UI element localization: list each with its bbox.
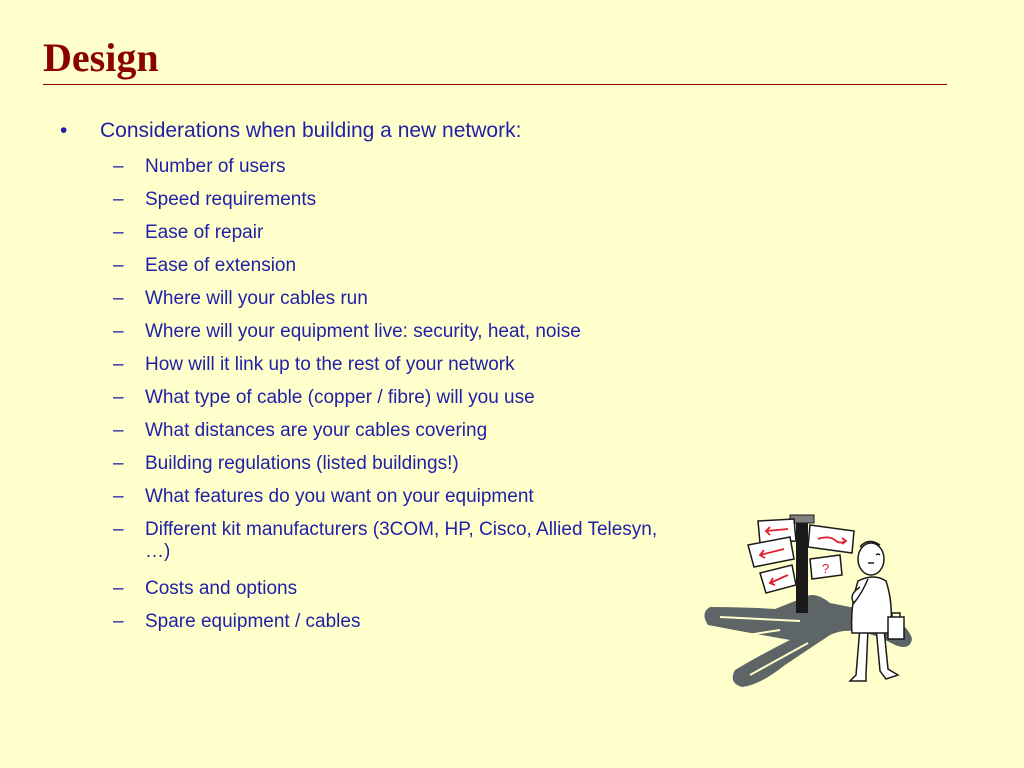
dash-marker: – — [113, 156, 124, 177]
sub-item-costs: Costs and options — [145, 578, 298, 599]
sub-item-manufacturers: Different kit manufacturers (3COM, HP, Cisco, Allied Telesyn, …) — [145, 519, 658, 562]
signpost — [748, 515, 854, 613]
signpost-person-icon — [690, 495, 930, 690]
sub-item-link-up: How will it link up to the rest of your network — [145, 354, 515, 375]
sub-item-features: What features do you want on your equipment — [145, 486, 534, 507]
sub-item-building-regulations: Building regulations (listed buildings!) — [145, 453, 459, 474]
sub-item-number-of-users: Number of users — [145, 156, 286, 177]
slide-title: Design — [43, 35, 159, 80]
dash-marker: – — [113, 611, 124, 632]
sub-item-cables-run: Where will your cables run — [145, 288, 368, 309]
confused-person — [850, 541, 904, 681]
main-bullet: Considerations when building a new network: — [100, 119, 522, 142]
sub-item-speed: Speed requirements — [145, 189, 317, 210]
dash-marker: – — [113, 354, 124, 375]
sub-item-ease-of-extension: Ease of extension — [145, 255, 297, 276]
dash-marker: – — [113, 578, 124, 599]
dash-marker: – — [113, 420, 124, 441]
dash-marker: – — [113, 222, 124, 243]
bullet-marker: • — [60, 119, 68, 142]
dash-marker: – — [113, 321, 124, 342]
dash-marker: – — [113, 486, 124, 507]
dash-marker: – — [113, 288, 124, 309]
sub-item-spare-equipment: Spare equipment / cables — [145, 611, 361, 632]
dash-marker: – — [113, 453, 124, 474]
dash-marker: – — [113, 519, 124, 540]
dash-marker: – — [113, 189, 124, 210]
dash-marker: – — [113, 255, 124, 276]
sub-item-distances: What distances are your cables covering — [145, 420, 488, 441]
sub-item-cable-type: What type of cable (copper / fibre) will you use — [145, 387, 535, 408]
sub-item-equipment-live: Where will your equipment live: security, heat, noise — [145, 321, 581, 342]
sign-question-mark: ? — [822, 561, 830, 576]
sub-item-ease-of-repair: Ease of repair — [145, 222, 264, 243]
title-underline — [43, 84, 947, 85]
dash-marker: – — [113, 387, 124, 408]
